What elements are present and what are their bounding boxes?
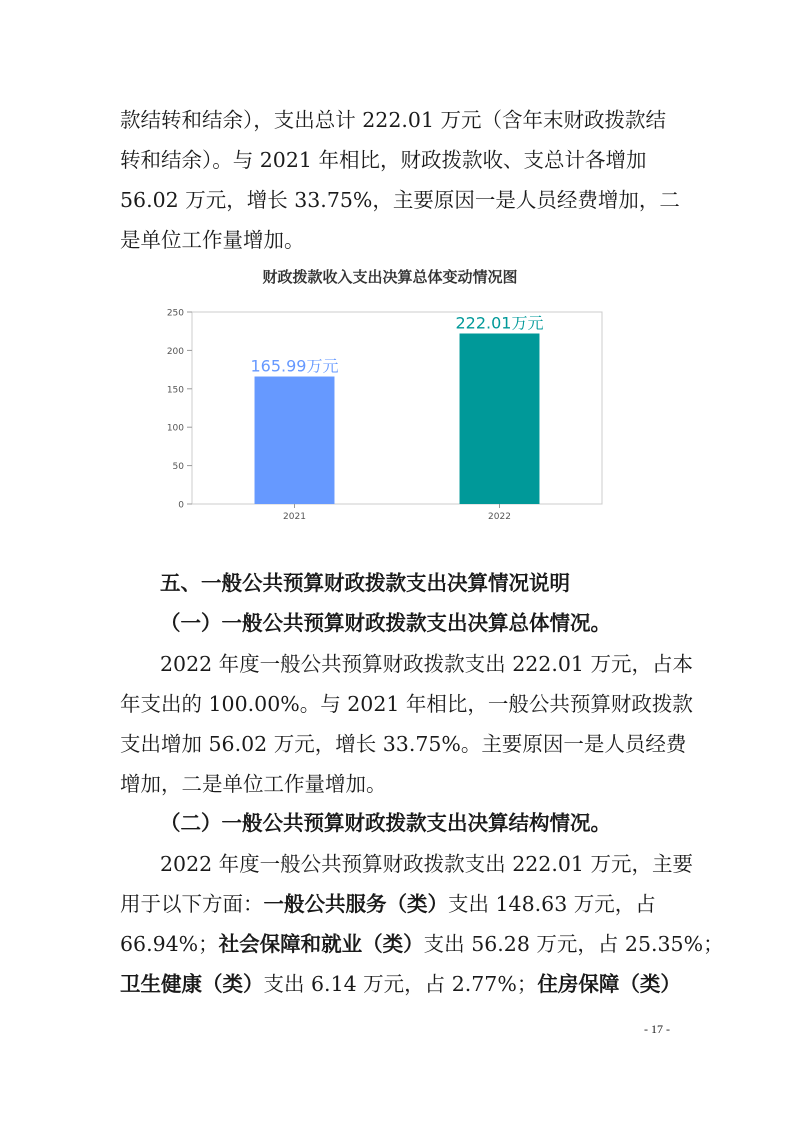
category-housing: 住房保障（类） bbox=[537, 972, 681, 996]
y-tick-label: 200 bbox=[166, 346, 184, 357]
bar-series bbox=[251, 313, 544, 504]
paragraph-line: 2022 年度一般公共预算财政拨款支出 222.01 万元，主要 bbox=[160, 852, 693, 876]
paragraph-line: 2022 年度一般公共预算财政拨款支出 222.01 万元，占本 bbox=[160, 652, 693, 676]
paragraph-line bbox=[120, 884, 680, 924]
bar-2021 bbox=[255, 377, 335, 504]
paragraph-line: 支出增加 56.02 万元，增长 33.75%。主要原因一是人员经费 bbox=[120, 732, 687, 756]
y-tick-label: 0 bbox=[178, 500, 184, 511]
paragraph-line: 增加，二是单位工作量增加。 bbox=[120, 772, 387, 796]
page-number: - 17 - bbox=[644, 1022, 670, 1036]
subsection-2-paragraph bbox=[120, 844, 724, 1004]
x-tick-label: 2022 bbox=[488, 512, 511, 522]
plot-area-frame bbox=[192, 312, 602, 504]
line-text: 用于以下方面： bbox=[120, 892, 264, 916]
expenditure-change-chart bbox=[150, 260, 610, 530]
category-social-security: 社会保障和就业（类） bbox=[218, 932, 424, 956]
paragraph-line bbox=[120, 924, 724, 964]
x-axis bbox=[283, 504, 511, 522]
category-health: 卫生健康（类） bbox=[120, 972, 264, 996]
subsection-1-paragraph bbox=[120, 644, 693, 804]
y-tick-label: 100 bbox=[166, 423, 184, 434]
line-text: 支出 6.14 万元，占 2.77%； bbox=[263, 972, 538, 996]
bar-data-label: 165.99万元 bbox=[250, 356, 339, 376]
chart-title: 财政拨款收入支出决算总体变动情况图 bbox=[262, 268, 518, 286]
y-tick-label: 150 bbox=[166, 385, 184, 396]
paragraph-line bbox=[120, 964, 680, 1004]
subsection-2-heading: （二）一般公共预算财政拨款支出决算结构情况。 bbox=[160, 811, 611, 835]
intro-paragraph bbox=[120, 100, 680, 260]
line-text: 支出 56.28 万元，占 25.35%； bbox=[423, 932, 724, 956]
intro-line: 56.02 万元，增长 33.75%，主要原因一是人员经费增加，二 bbox=[120, 188, 680, 212]
section-five-heading: 五、一般公共预算财政拨款支出决算情况说明 bbox=[160, 571, 570, 595]
intro-line: 转和结余）。与 2021 年相比，财政拨款收、支总计各增加 bbox=[120, 148, 647, 172]
y-axis bbox=[167, 309, 192, 511]
y-tick-label: 50 bbox=[172, 462, 184, 473]
bar-2022 bbox=[460, 333, 540, 504]
line-text: 66.94%； bbox=[120, 932, 219, 956]
paragraph-line: 年支出的 100.00%。与 2021 年相比，一般公共预算财政拨款 bbox=[120, 692, 693, 716]
y-tick-label: 250 bbox=[166, 308, 184, 319]
subsection-1-heading: （一）一般公共预算财政拨款支出决算总体情况。 bbox=[160, 611, 611, 635]
x-tick-label: 2021 bbox=[283, 512, 306, 522]
intro-line: 是单位工作量增加。 bbox=[120, 228, 305, 252]
intro-line: 款结转和结余），支出总计 222.01 万元（含年末财政拨款结 bbox=[120, 108, 667, 132]
category-general-public-services: 一般公共服务（类） bbox=[263, 892, 448, 916]
line-text: 支出 148.63 万元，占 bbox=[448, 892, 656, 916]
bar-data-label: 222.01万元 bbox=[455, 313, 544, 333]
